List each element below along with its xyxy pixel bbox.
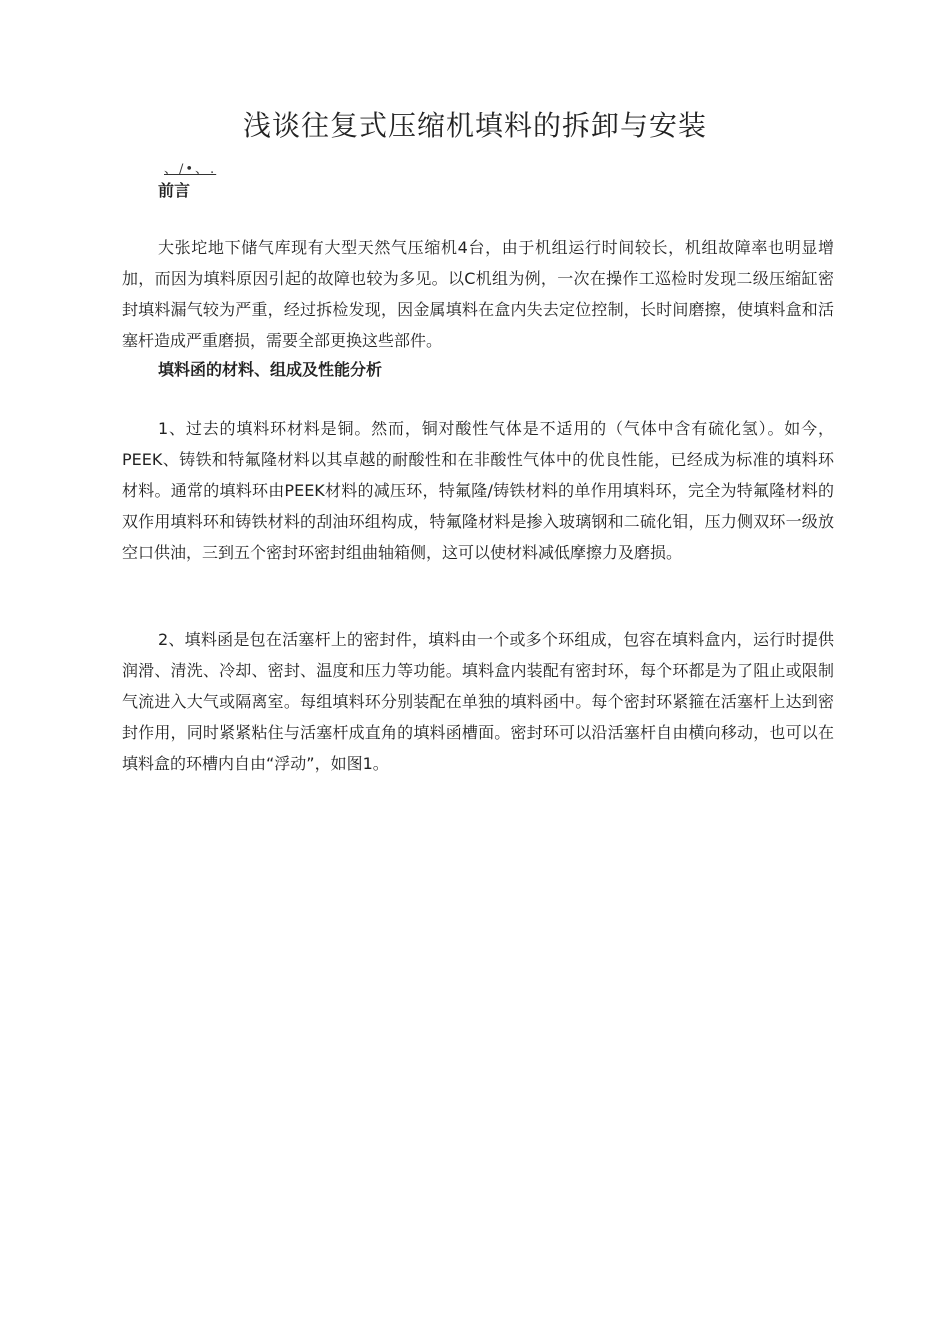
preface-paragraph: 大张坨地下储气库现有大型天然气压缩机4台，由于机组运行时间较长，机组故障率也明显增加，而因为填料原因引起的故障也较为多见。以C机组为例，一次在操作工巡检时发现二级压缩缸密封填料漏气较为严重，经过拆检发现，因金属填料在盒内失去定位控制，长时间磨擦，使填料盒和活塞杆造成严重磨损，需要全部更换这些部件。 bbox=[122, 238, 834, 350]
material-paragraph-1: 1、过去的填料环材料是铜。然而，铜对酸性气体是不适用的（气体中含有硫化氢）。如今，PEEK、铸铁和特氟隆材料以其卓越的耐酸性和在非酸性气体中的优良性能，已经成为标准的填料环材料。通常的填料环由PEEK材料的减压环，特氟隆/铸铁材料的单作用填料环，完全为特氟隆材料的双作用填料环和铸铁材料的刮油环组构成，特氟隆材料是掺入玻璃钢和二硫化钼，压力侧双环一级放空口供油，三到五个密封环密封组曲轴箱侧，这可以使材料减低摩擦力及磨损。 bbox=[122, 419, 834, 562]
author-line: 、/•、. bbox=[164, 162, 217, 177]
material-paragraph-2: 2、填料函是包在活塞杆上的密封件，填料由一个或多个环组成，包容在填料盒内，运行时提供润滑、清洗、冷却、密封、温度和压力等功能。填料盒内装配有密封环，每个环都是为了阻止或限制气流进入大气或隔离室。每组填料环分别装配在单独的填料函中。每个密封环紧箍在活塞杆上达到密封作用，同时紧紧粘住与活塞杆成直角的填料函槽面。密封环可以沿活塞杆自由横向移动，也可以在填料盒的环槽内自由“浮动”，如图1。 bbox=[122, 630, 834, 773]
document-title: 浅谈往复式压缩机填料的拆卸与安装 bbox=[242, 109, 707, 142]
preface-heading: 前言 bbox=[158, 181, 191, 200]
material-section-heading: 填料函的材料、组成及性能分析 bbox=[158, 360, 383, 379]
